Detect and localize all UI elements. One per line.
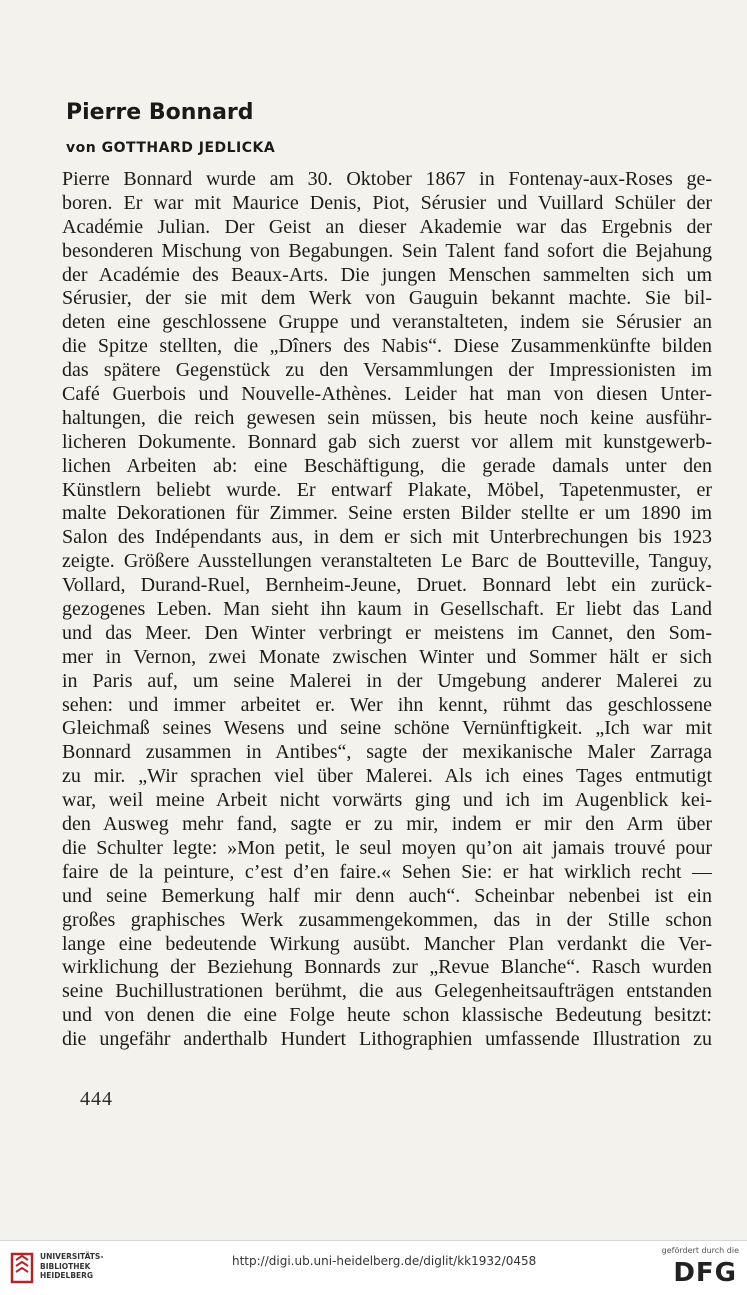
text-line: lange eine bedeutende Wirkung ausübt. Mancher Plan verdankt die Ver-	[62, 932, 712, 955]
text-line: die ungefähr anderthalb Hundert Lithographien umfassende Illustration zu	[62, 1028, 712, 1051]
library-name-line: BIBLIOTHEK	[40, 1261, 91, 1271]
text-line: malte Dekorationen für Zimmer. Seine ersten Bilder stellte er um 1890 im	[62, 502, 712, 525]
funded-by-label: gefördert durch die	[661, 1246, 739, 1255]
library-name-line: HEIDELBERG	[40, 1271, 94, 1280]
text-line: boren. Er war mit Maurice Denis, Piot, Sérusier und Vuillard Schüler der	[62, 191, 712, 214]
byline-author: GOTTHARD JEDLICKA	[101, 140, 276, 156]
text-line: und von denen die eine Folge heute schon klassische Bedeutung besitzt:	[62, 1004, 712, 1027]
byline-prefix: von	[66, 140, 97, 156]
text-line: besonderen Mischung von Begabungen. Sein Talent fand sofort die Bejahung	[62, 239, 712, 262]
text-line: seine Buchillustrationen berühmt, die aus Gelegenheitsaufträgen entstanden	[62, 980, 712, 1003]
article-body	[62, 168, 712, 1052]
text-line: sehen: und immer arbeitet er. Wer ihn kennt, rühmt das geschlossene	[62, 693, 712, 716]
text-line: Pierre Bonnard wurde am 30. Oktober 1867 in Fontenay-aux-Roses ge-	[62, 168, 712, 190]
text-line: licheren Dokumente. Bonnard gab sich zuerst vor allem mit kunstgewerb-	[62, 430, 712, 453]
library-name[interactable]	[40, 1252, 103, 1281]
text-line: lichen Arbeiten ab: eine Beschäftigung, die gerade damals unter den	[62, 454, 712, 477]
text-line: Académie Julian. Der Geist an dieser Akademie war das Ergebnis der	[62, 215, 712, 238]
text-line: zu mir. „Wir sprachen viel über Malerei. Als ich eines Tages entmutigt	[62, 765, 712, 788]
text-line: haltungen, die reich gewesen sein müssen, bis heute noch keine ausführ-	[62, 406, 712, 429]
text-line: Gleichmaß seines Wesens und seine schöne Vernünftigkeit. „Ich war mit	[62, 717, 712, 740]
text-line: faire de la peinture, c’est d’en faire.« Sehen Sie: er hat wirklich recht —	[62, 860, 712, 883]
text-line: gezogenes Leben. Man sieht ihn kaum in Gesellschaft. Er liebt das Land	[62, 598, 712, 621]
text-line: die Spitze stellten, die „Dîners des Nabis“. Diese Zusammenkünfte bilden	[62, 335, 712, 358]
university-library-logo-icon	[8, 1250, 36, 1286]
text-line: die Schulter legte: »Mon petit, le seul moyen qu’on ait jamais trouvé pour	[62, 836, 712, 859]
dfg-logo[interactable]: DFG	[673, 1258, 737, 1288]
text-line: Künstlern beliebt wurde. Er entwarf Plakate, Möbel, Tapetenmuster, er	[62, 478, 712, 501]
text-line: das spätere Gegenstück zu den Versammlungen der Impressionisten im	[62, 359, 712, 382]
article-title: Pierre Bonnard	[66, 100, 254, 125]
text-line: mer in Vernon, zwei Monate zwischen Winter und Sommer hält er sich	[62, 645, 712, 668]
text-line: großes graphisches Werk zusammengekommen, das in der Stille schon	[62, 908, 712, 931]
text-line: deten eine geschlossene Gruppe und veranstalteten, indem sie Sérusier an	[62, 311, 712, 334]
text-line: den Ausweg mehr fand, sagte er zu mir, indem er mir den Arm über	[62, 813, 712, 836]
footer-divider	[0, 1240, 747, 1241]
byline	[66, 140, 275, 156]
text-line: Café Guerbois und Nouvelle-Athènes. Leider hat man von diesen Unter-	[62, 383, 712, 406]
text-line: der Académie des Beaux-Arts. Die jungen Menschen sammelten sich um	[62, 263, 712, 286]
permalink-url[interactable]: http://digi.ub.uni-heidelberg.de/diglit/kk1932/0458	[232, 1254, 537, 1268]
library-name-line: UNIVERSITÄTS-	[40, 1252, 104, 1261]
viewer-footer	[0, 1240, 747, 1295]
text-line: in Paris auf, um seine Malerei in der Umgebung anderer Malerei zu	[62, 669, 712, 692]
text-line: und seine Bemerkung half mir denn auch“. Scheinbar nebenbei ist ein	[62, 884, 712, 907]
text-line: Vollard, Durand-Ruel, Bernheim-Jeune, Druet. Bonnard lebt ein zurück-	[62, 574, 712, 597]
text-line: zeigte. Größere Ausstellungen veranstalteten Le Barc de Boutteville, Tanguy,	[62, 550, 712, 573]
text-line: Sérusier, der sie mit dem Werk von Gauguin bekannt machte. Sie bil-	[62, 287, 712, 310]
text-line: Bonnard zusammen in Antibes“, sagte der mexikanische Maler Zarraga	[62, 741, 712, 764]
text-line: Salon des Indépendants aus, in dem er sich mit Unterbrechungen bis 1923	[62, 526, 712, 549]
text-line: und das Meer. Den Winter verbringt er meistens im Cannet, den Som-	[62, 621, 712, 644]
page-number: 444	[80, 1088, 113, 1110]
text-line: war, weil meine Arbeit nicht vorwärts ging und ich im Augenblick kei-	[62, 789, 712, 812]
text-line: wirklichung der Beziehung Bonnards zur „Revue Blanche“. Rasch wurden	[62, 956, 712, 979]
